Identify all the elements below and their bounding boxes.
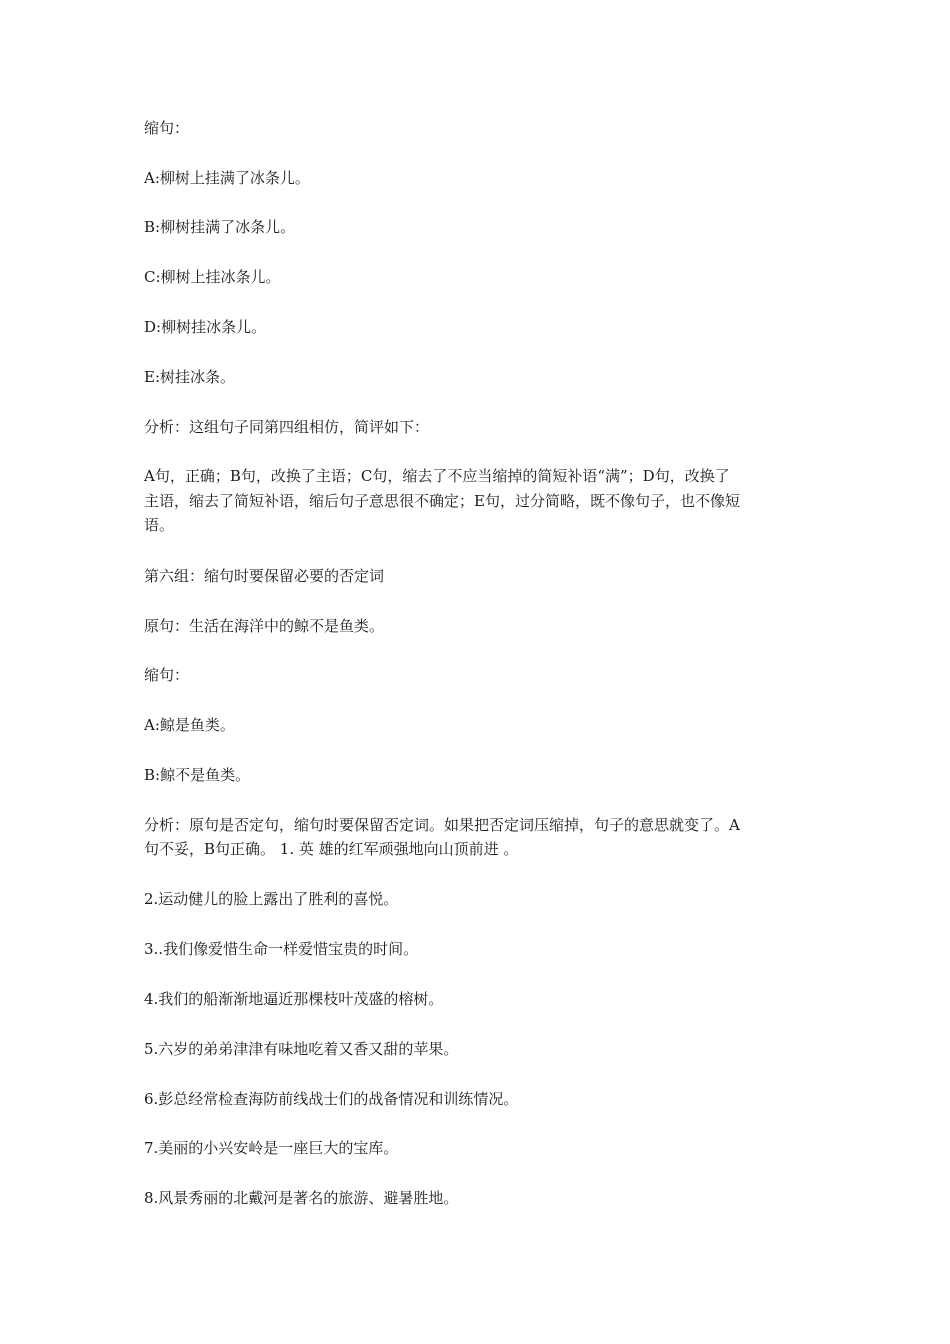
text-line: 主语，缩去了简短补语，缩后句子意思很不确定；E句，过分简略，既不像句子，也不像短	[144, 492, 740, 510]
text-line: 分析：这组句子同第四组相仿，简评如下：	[144, 418, 430, 436]
list-item: 7.美丽的小兴安岭是一座巨大的宝库。	[144, 1139, 399, 1157]
text-line: 缩句：	[144, 119, 190, 137]
text-line: C:柳树上挂冰条儿。	[144, 268, 281, 286]
section-heading: 第六组：缩句时要保留必要的否定词	[144, 567, 385, 585]
list-item: 6.彭总经常检查海防前线战士们的战备情况和训练情况。	[144, 1090, 519, 1108]
text-line: A句，正确；B句，改换了主语；C句，缩去了不应当缩掉的简短补语“满”；D句，改换了	[144, 467, 730, 485]
text-line: 句不妥，B句正确。 1. 英 雄的红军顽强地向山顶前进 。	[144, 840, 519, 858]
text-line: B:鲸不是鱼类。	[144, 766, 251, 784]
text-line: 语。	[144, 516, 175, 534]
list-item: 4.我们的船渐渐地逼近那棵枝叶茂盛的榕树。	[144, 990, 444, 1008]
text-line: 原句：生活在海洋中的鲸不是鱼类。	[144, 617, 385, 635]
list-item: 5.六岁的弟弟津津有味地吃着又香又甜的苹果。	[144, 1040, 459, 1058]
text-line: A:鲸是鱼类。	[144, 716, 235, 734]
text-line: A:柳树上挂满了冰条儿。	[144, 169, 310, 187]
text-line: 缩句：	[144, 666, 190, 684]
text-line: D:柳树挂冰条儿。	[144, 318, 267, 336]
text-line: 分析：原句是否定句，缩句时要保留否定词。如果把否定词压缩掉，句子的意思就变了。A	[144, 816, 740, 834]
list-item: 3..我们像爱惜生命一样爱惜宝贵的时间。	[144, 940, 419, 958]
text-line: B:柳树挂满了冰条儿。	[144, 218, 296, 236]
text-line: E:树挂冰条。	[144, 368, 236, 386]
list-item: 2.运动健儿的脸上露出了胜利的喜悦。	[144, 890, 399, 908]
list-item: 8.风景秀丽的北戴河是著名的旅游、避暑胜地。	[144, 1189, 459, 1207]
